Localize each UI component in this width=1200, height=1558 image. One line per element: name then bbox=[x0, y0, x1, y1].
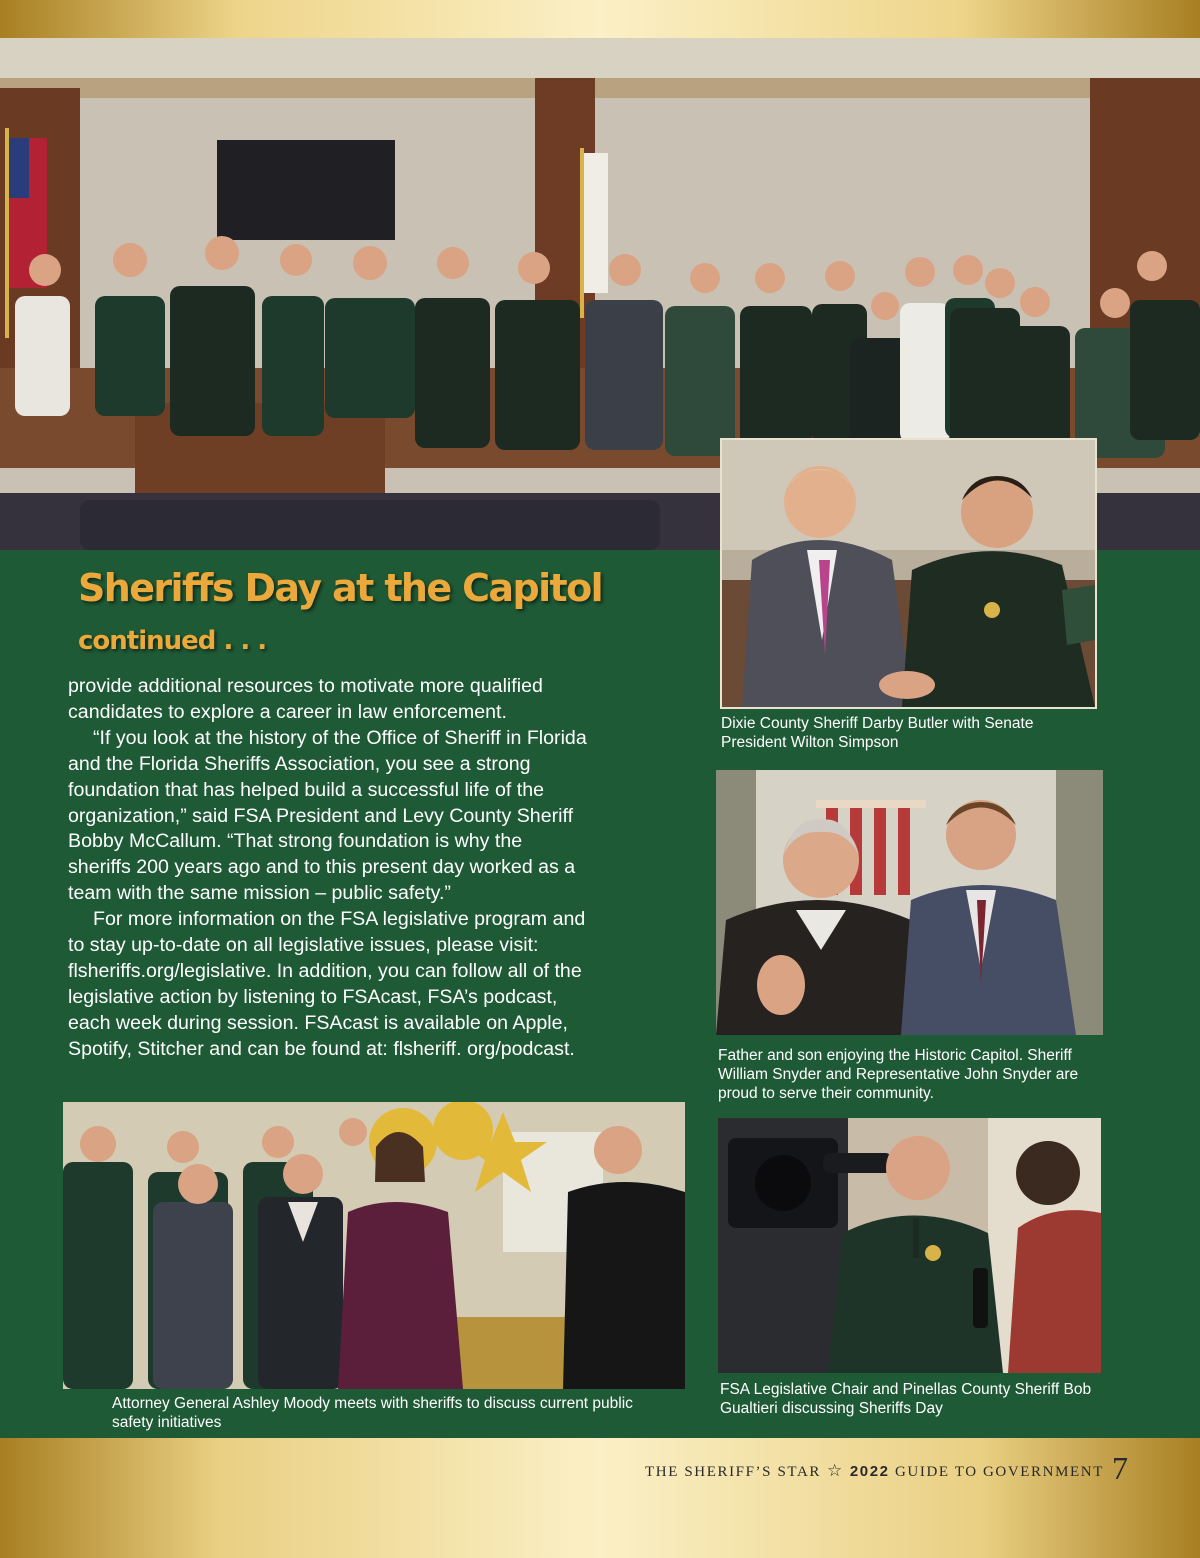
caption-butler-simpson: Dixie County Sheriff Darby Butler with Senate President Wilton Simpson bbox=[721, 715, 1034, 751]
article-title: Sheriffs Day at the Capitol bbox=[78, 566, 602, 610]
paragraph-2: “If you look at the history of the Office of Sheriff in Florida and the Florida Sheriffs Association, you see a strong foundation that has helped build a successful life of the organization,” said FSA President and Levy County Sheriff Bobby McCallum. “That strong foundation is why the sheriffs 200 years ago and to this present day worked as a team with the same mission – public safety.” bbox=[68, 726, 587, 905]
page-number: 7 bbox=[1112, 1450, 1128, 1486]
paragraph-3: For more information on the FSA legislative program and to stay up-to-date on all legislative issues, please visit: flsheriffs.org/legislative. In addition, you can follow all of the legislative action by listening to FSAcast, FSA’s podcast, each week during session. FSAcast is available on Apple, Spotify, Stitcher and can be found at: flsheriff. org/podcast. bbox=[68, 908, 586, 1060]
publication-footer bbox=[645, 1461, 1104, 1481]
caption-moody: Attorney General Ashley Moody meets with sheriffs to discuss current public safety initiatives bbox=[112, 1395, 633, 1431]
article-body bbox=[68, 674, 588, 1063]
top-gold-band bbox=[0, 0, 1200, 38]
caption-gualtieri: FSA Legislative Chair and Pinellas County Sheriff Bob Gualtieri discussing Sheriffs Day bbox=[720, 1381, 1092, 1417]
photo-snyder bbox=[716, 770, 1103, 1035]
bottom-gold-band bbox=[0, 1438, 1200, 1558]
photo-moody-sheriffs bbox=[63, 1102, 685, 1389]
paragraph-1: provide additional resources to motivate more qualified candidates to explore a career in law enforcement. bbox=[68, 675, 543, 723]
caption-snyder: Father and son enjoying the Historic Capitol. Sheriff William Snyder and Representative John Snyder are proud to serve their community. bbox=[718, 1047, 1079, 1102]
publication-name: THE SHERIFF’S STAR bbox=[645, 1464, 821, 1480]
photo-butler-simpson bbox=[720, 438, 1097, 709]
star-icon: ☆ bbox=[827, 1461, 844, 1480]
issue-year: 2022 bbox=[849, 1463, 890, 1480]
article-subtitle: continued . . . bbox=[78, 626, 267, 656]
issue-name: GUIDE TO GOVERNMENT bbox=[894, 1464, 1104, 1480]
photo-gualtieri bbox=[718, 1118, 1101, 1373]
